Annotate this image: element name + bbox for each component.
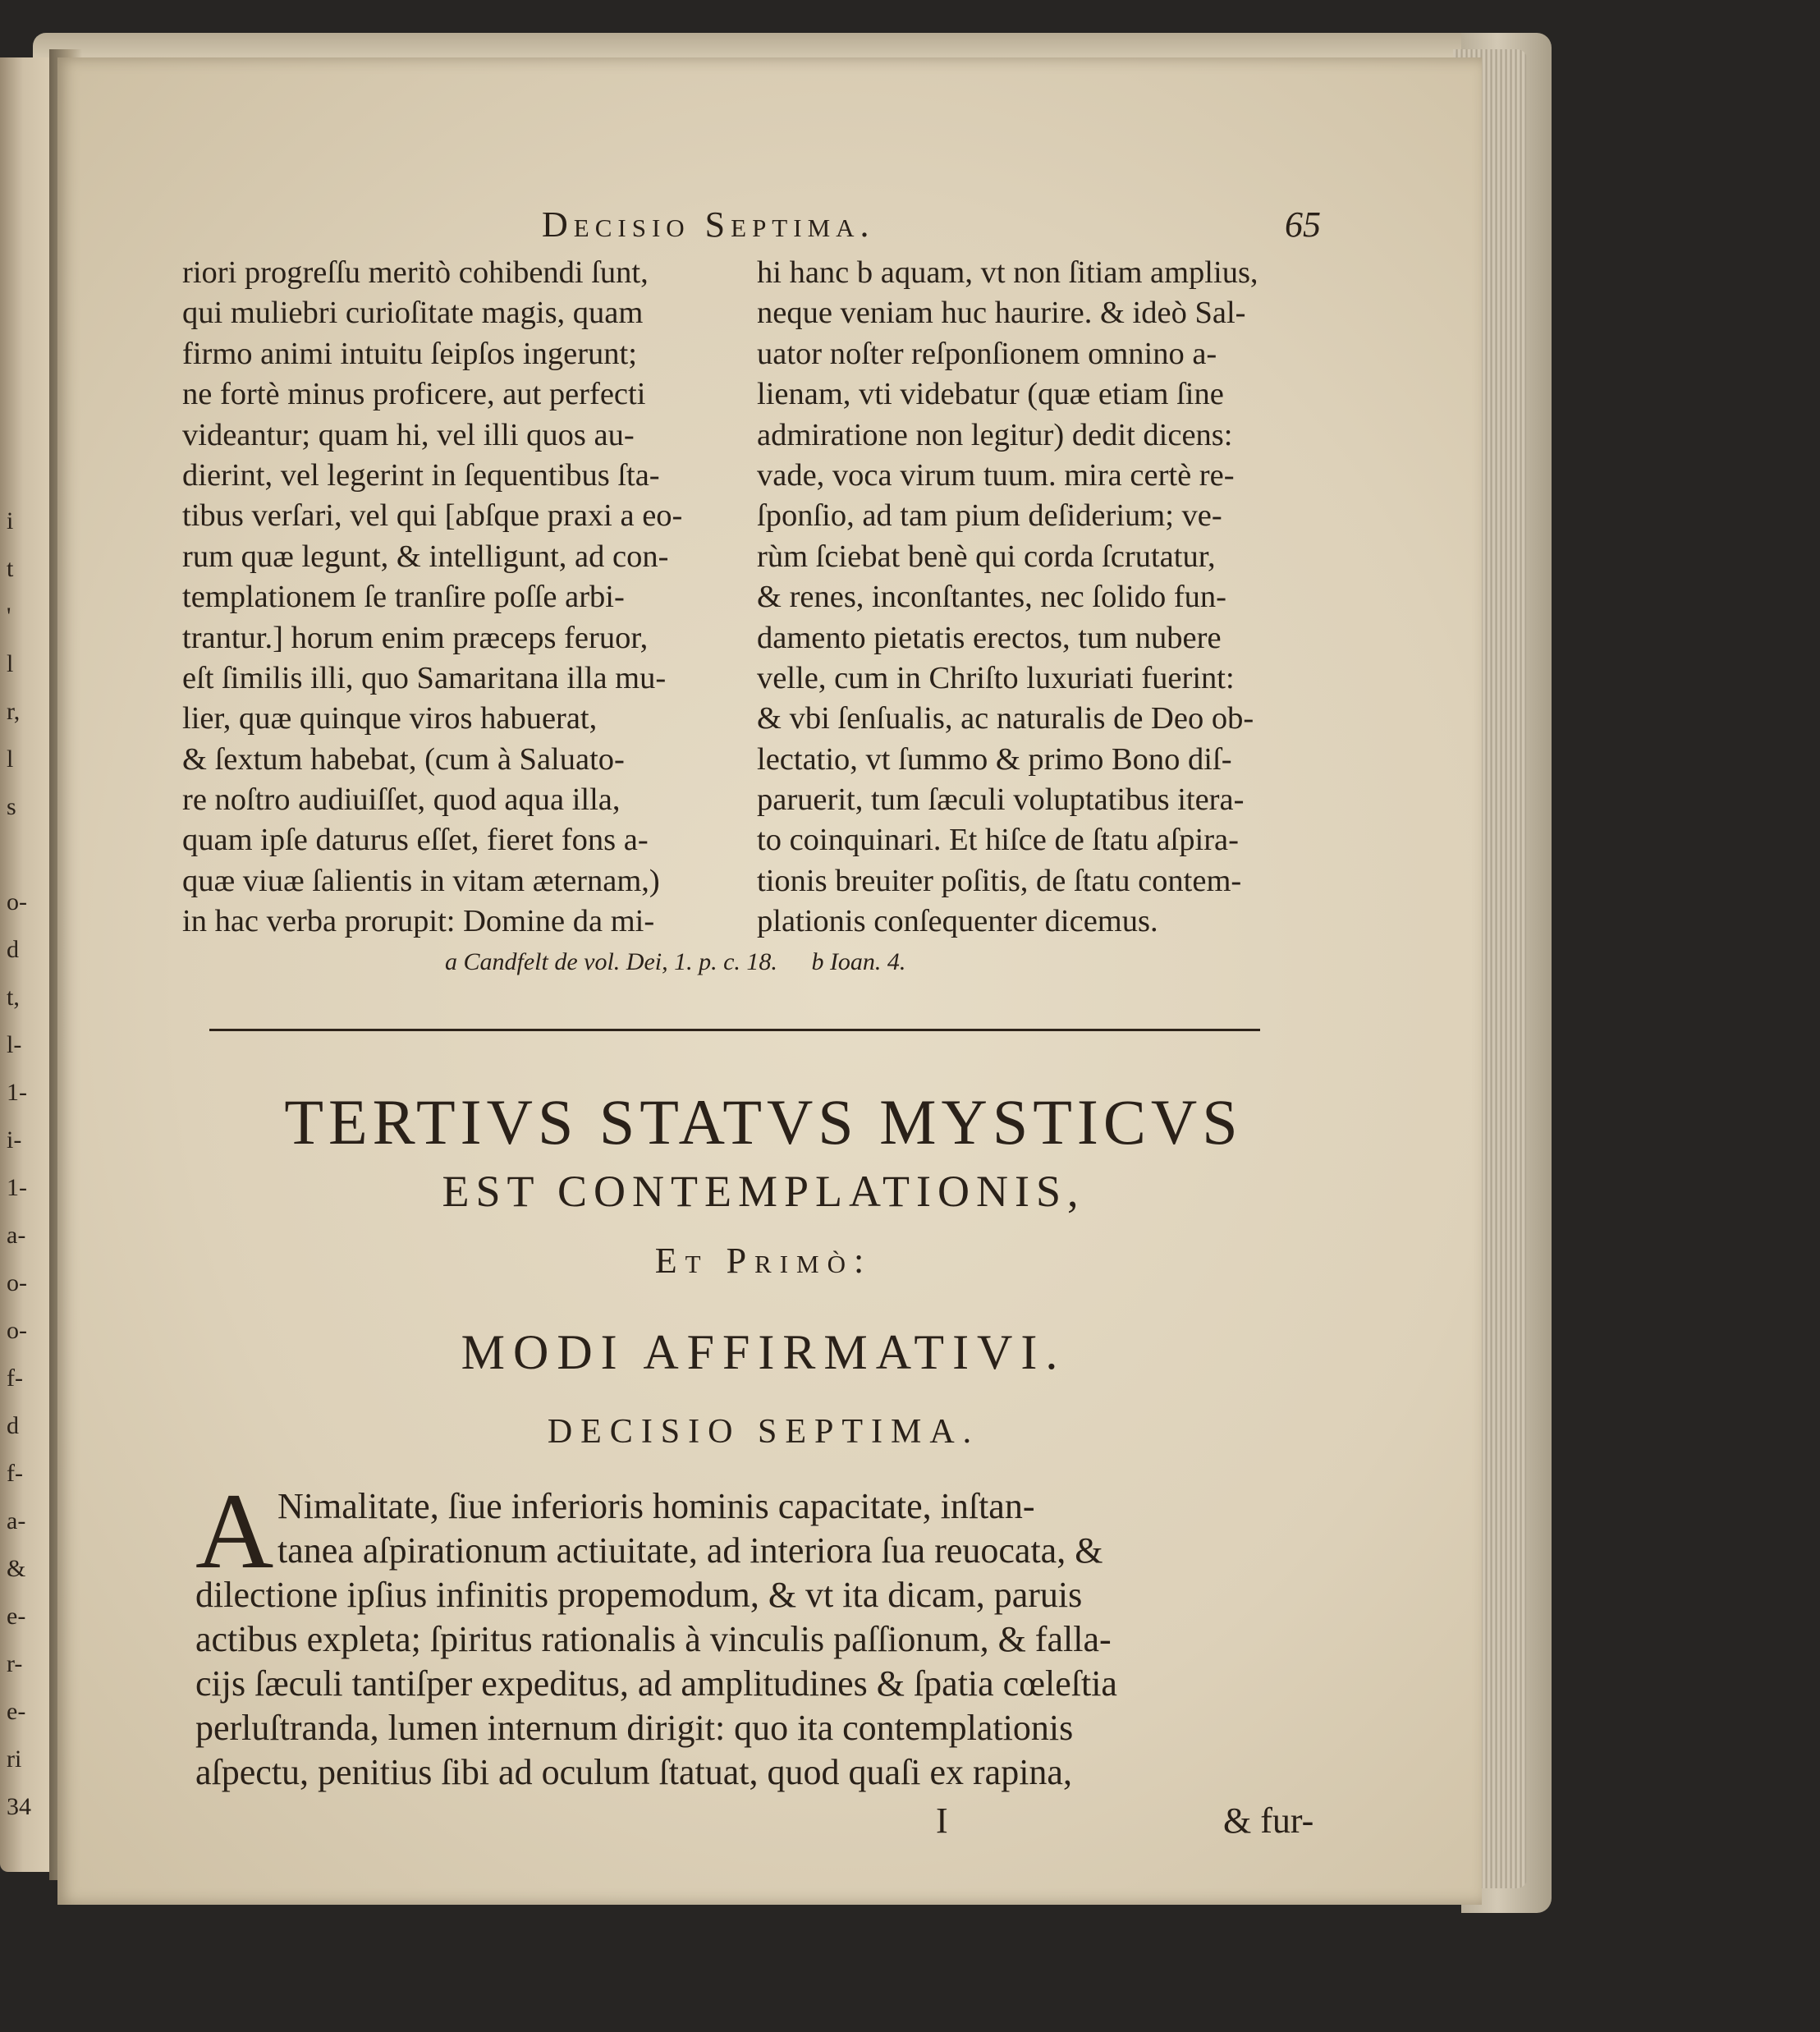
body-line: cijs ſæculi tantiſper expeditus, ad amplitudines & ſpatia cœleſtia <box>195 1663 1117 1704</box>
body-paragraph <box>195 1484 1345 1795</box>
body-line: perluſtranda, lumen internum dirigit: quo ita contemplationis <box>195 1708 1074 1748</box>
left-margin-fragment: & <box>7 1555 26 1582</box>
left-margin-fragment: 34 <box>7 1793 31 1820</box>
text-line: videantur; quam hi, vel illi quos au- <box>182 417 635 452</box>
heading-decisio: DECISIO SEPTIMA. <box>547 1413 980 1451</box>
body-line: Nimalitate, ſiue inferioris hominis capacitate, inſtan- <box>277 1486 1035 1526</box>
heading-et-primo: Et Primò: <box>654 1241 873 1281</box>
signature-mark: I <box>936 1800 948 1841</box>
body-line: dilectione ipſius infinitis propemodum, & vt ita dicam, paruis <box>195 1575 1083 1615</box>
left-margin-fragment: o- <box>7 888 27 915</box>
left-margin-fragment <box>7 259 52 307</box>
left-margin-fragment: r, <box>7 698 21 725</box>
body-line: aſpectu, penitius ſibi ad oculum ſtatuat, quod quaſi ex rapina, <box>195 1752 1072 1792</box>
left-margin-fragment: 1- <box>7 1174 27 1201</box>
text-line: quam ipſe daturus eſſet, fieret fons a- <box>182 823 649 858</box>
text-line: lienam, vti videbatur (quæ etiam ſine <box>757 377 1224 412</box>
text-line: rum quæ legunt, & intelligunt, ad con- <box>182 539 669 574</box>
body-line: actibus expleta; ſpiritus rationalis à vinculis paſſionum, & falla- <box>195 1619 1112 1659</box>
text-line: lier, quæ quinque viros habuerat, <box>182 701 598 736</box>
right-text-column <box>757 253 1323 943</box>
text-line: qui muliebri curioſitate magis, quam <box>182 296 644 331</box>
text-line: plationis conſequenter dicemus. <box>757 904 1158 939</box>
left-margin-fragment: f- <box>7 1460 23 1487</box>
text-line: trantur.] horum enim præceps feruor, <box>182 620 649 655</box>
text-line: admiratione non legitur) dedit dicens: <box>757 417 1233 452</box>
text-line: templationem ſe tranſire poſſe arbi- <box>182 580 625 615</box>
text-line: lectatio, vt ſummo & primo Bono diſ- <box>757 741 1232 777</box>
left-margin-fragment: 1- <box>7 1079 27 1106</box>
text-line: & vbi ſenſualis, ac naturalis de Deo ob- <box>757 701 1254 736</box>
left-margin-fragment: d <box>7 936 19 963</box>
left-margin-fragment: i <box>7 507 14 534</box>
text-line: & ſextum habebat, (cum à Saluato- <box>182 741 625 777</box>
heading-modi: MODI AFFIRMATIVI. <box>461 1325 1066 1379</box>
section-rule <box>209 1029 1260 1031</box>
body-line: tanea aſpirationum actiuitate, ad interiora ſua reuocata, & <box>277 1530 1103 1571</box>
left-margin-fragment <box>7 450 52 498</box>
left-margin-fragment: t <box>7 555 14 582</box>
text-line: velle, cum in Chriſto luxuriati fuerint: <box>757 660 1235 695</box>
text-line: hi hanc b aquam, vt non ſitiam amplius, <box>757 255 1258 290</box>
text-line: ſponſio, ad tam pium deſiderium; ve- <box>757 498 1222 534</box>
left-margin-fragment: l <box>7 650 14 677</box>
left-margin-fragment: f- <box>7 1365 23 1392</box>
text-line: paruerit, tum ſæculi voluptatibus itera- <box>757 782 1245 818</box>
footnotes <box>445 948 933 976</box>
left-page-text-fragments <box>7 164 52 1831</box>
left-margin-fragment: a- <box>7 1507 26 1534</box>
footnote-a: a Candfelt de vol. Dei, 1. p. c. 18. <box>445 948 777 975</box>
footnote-b: b Ioan. 4. <box>811 948 906 975</box>
catchword: & fur- <box>1223 1800 1314 1841</box>
left-margin-fragment <box>7 307 52 355</box>
text-line: quæ viuæ ſalientis in vitam æternam,) <box>182 863 660 898</box>
text-line: rùm ſciebat benè qui corda ſcrutatur, <box>757 539 1216 574</box>
left-margin-fragment: a- <box>7 1222 26 1249</box>
left-margin-fragment: s <box>7 793 16 820</box>
left-margin-fragment: l- <box>7 1031 22 1058</box>
text-line: to coinquinari. Et hiſce de ſtatu aſpira- <box>757 823 1239 858</box>
left-margin-fragment: e- <box>7 1698 26 1725</box>
left-margin-fragment: e- <box>7 1603 26 1630</box>
text-line: damento pietatis erectos, tum nubere <box>757 620 1222 655</box>
text-line: firmo animi intuitu ſeipſos ingerunt; <box>182 336 637 371</box>
heading-main: TERTIVS STATVS MYSTICVS <box>284 1086 1243 1158</box>
text-line: uator noſter reſponſionem omnino a- <box>757 336 1217 371</box>
text-line: tibus verſari, vel qui [abſque praxi a eo- <box>182 498 683 534</box>
text-line: tionis breuiter poſitis, de ſtatu contem- <box>757 863 1242 898</box>
drop-cap: A <box>195 1470 274 1591</box>
left-margin-fragment <box>7 212 52 259</box>
left-margin-fragment: o- <box>7 1317 27 1344</box>
left-text-column <box>182 253 732 943</box>
left-margin-fragment <box>7 355 52 402</box>
text-line: neque veniam huc haurire. & ideò Sal- <box>757 296 1246 331</box>
text-line: vade, voca virum tuum. mira certè re- <box>757 457 1235 493</box>
left-margin-fragment <box>7 164 52 212</box>
page-number: 65 <box>1285 204 1321 245</box>
left-margin-fragment: o- <box>7 1269 27 1296</box>
text-line: re noſtro audiuiſſet, quod aqua illa, <box>182 782 621 818</box>
text-line: in hac verba prorupit: Domine da mi- <box>182 904 655 939</box>
text-line: riori progreſſu meritò cohibendi ſunt, <box>182 255 649 290</box>
left-margin-fragment: i- <box>7 1126 22 1154</box>
running-title: Decisio Septima. <box>542 204 875 245</box>
left-margin-fragment: ri <box>7 1745 22 1773</box>
left-margin-fragment <box>7 831 52 878</box>
right-page <box>57 57 1482 1905</box>
text-line: ne fortè minus proficere, aut perfecti <box>182 377 646 412</box>
left-margin-fragment: t, <box>7 984 20 1011</box>
text-line: dierint, vel legerint in ſequentibus ſta- <box>182 457 660 493</box>
left-margin-fragment: d <box>7 1412 19 1439</box>
text-line: eſt ſimilis illi, quo Samaritana illa mu- <box>182 660 667 695</box>
left-margin-fragment: ' <box>7 603 11 630</box>
left-margin-fragment: r- <box>7 1650 23 1677</box>
left-margin-fragment <box>7 402 52 450</box>
heading-subtitle: EST CONTEMPLATIONIS, <box>442 1167 1085 1216</box>
text-line: & renes, inconſtantes, nec ſolido fun- <box>757 580 1226 615</box>
left-margin-fragment: l <box>7 745 14 773</box>
